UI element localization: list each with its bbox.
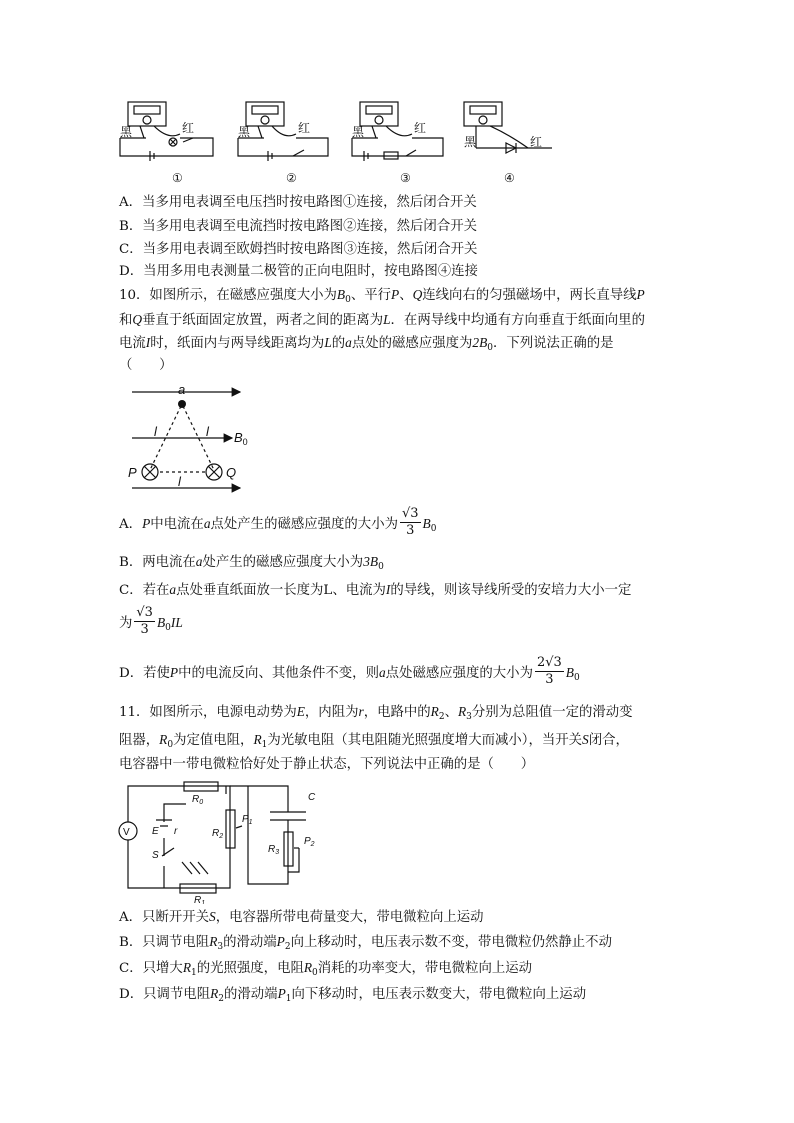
caption-2: ②	[286, 171, 297, 185]
q11-option-d: D．只调节电阻$R_2$的滑动端$P_1$向下移动时，电压表示数变大，带电微粒向上运动	[119, 986, 587, 1004]
q10-option-c-line1: C．若在a点处垂直纸面放一长度为L、电流为I的导线，则该导线所受的安培力大小一定	[119, 582, 632, 598]
q11-option-c: C．只增大$R_1$的光照强度，电阻$R_0$消耗的功率变大，带电微粒向上运动	[119, 960, 533, 978]
b0-label: $B_0$	[234, 430, 248, 447]
caption-3: ③	[400, 171, 411, 185]
internal-r-label: r	[174, 826, 178, 837]
red-label-3: 红	[414, 121, 427, 135]
r1-label: $R_1$	[194, 895, 206, 904]
caption-4: ④	[504, 171, 515, 185]
q9-option-a: A．当多用电表调至电压挡时按电路图①连接，然后闭合开关	[119, 195, 477, 210]
q10-option-a: A．P中电流在a点处产生的磁感应强度的大小为 $\frac{√3}{3}$ $B_0$	[119, 506, 437, 538]
q11-circuit-figure	[118, 780, 338, 904]
q10-magnetic-field-figure	[122, 382, 262, 500]
left-side-l-label: l	[154, 424, 157, 439]
black-label-1: 黑	[120, 125, 133, 139]
point-a-label: a	[178, 382, 186, 397]
circuit-1	[120, 102, 213, 161]
q9-option-b: B．当多用电表调至电流挡时按电路图②连接，然后闭合开关	[119, 219, 477, 234]
red-label-4: 红	[530, 135, 543, 149]
black-label-2: 黑	[238, 125, 251, 139]
r3-label: $R_3$	[268, 844, 280, 856]
q11-stem-line3: 电容器中一带电微粒恰好处于静止状态，下列说法中正确的是（ ）	[119, 757, 535, 772]
q10-stem-line2: 和Q垂直于纸面固定放置，两者之间的距离为L．在两导线中均通有方向垂直于纸面向里的	[119, 312, 645, 328]
caption-1: ①	[172, 171, 183, 185]
voltmeter-label: V	[123, 827, 130, 838]
q11-stem-line2: 阻器，$R_0$为定值电阻，$R_1$为光敏电阻（其电阻随光照强度增大而减小），当开关S闭合，	[119, 732, 629, 750]
bottom-l-label: l	[178, 474, 181, 489]
q10-option-c-line2: 为 $\frac{√3}{3}$ $B_0IL$	[119, 605, 183, 637]
p1-label: $P_1$	[242, 814, 253, 826]
r2-label: $R_2$	[212, 828, 224, 840]
r0-label: $R_0$	[192, 794, 204, 806]
q10-option-b: B．两电流在a处产生的磁感应强度大小为$3B_0$	[119, 554, 384, 572]
p2-label: $P_2$	[304, 836, 315, 848]
switch-label: S	[152, 850, 159, 861]
q10-option-d: D．若使P中的电流反向、其他条件不变，则a点处磁感应强度的大小为 $\frac{2√3}{3}$ $B_0$	[119, 655, 580, 687]
q10-answer-paren: （ ）	[119, 358, 173, 373]
black-label-4: 黑	[464, 135, 477, 149]
q10-stem-line1: 10．如图所示，在磁感应强度大小为$B_0$、平行P、Q连线向右的匀强磁场中，两长直导线P	[119, 287, 645, 305]
circuit-2	[238, 102, 328, 161]
right-side-l-label: l	[206, 424, 209, 439]
red-label-1: 红	[182, 121, 195, 135]
q11-option-a: A．只断开开关S，电容器所带电荷量变大，带电微粒向上运动	[119, 909, 484, 925]
red-label-2: 红	[298, 121, 311, 135]
emf-label: E	[152, 826, 159, 837]
q11-option-b: B．只调节电阻$R_3$的滑动端$P_2$向上移动时，电压表示数不变，带电微粒仍然静止不动	[119, 934, 612, 952]
q10-stem-line3: 电流I时，纸面内与两导线距离均为L的a点处的磁感应强度为$2B_0$．下列说法正确的是	[119, 335, 614, 353]
wire-p-label: P	[128, 465, 137, 480]
black-label-3: 黑	[352, 125, 365, 139]
q9-option-c: C．当多用电表调至欧姆挡时按电路图③连接，然后闭合开关	[119, 242, 478, 257]
q11-stem-line1: 11．如图所示，电源电动势为E，内阻为r，电路中的$R_2$、$R_3$分别为总阻值一定的滑动变	[119, 704, 633, 722]
multimeter-circuits-figure	[118, 98, 558, 190]
point-a	[178, 400, 186, 408]
circuit-3	[352, 102, 443, 161]
capacitor-label: C	[308, 792, 316, 803]
wire-q-label: Q	[226, 465, 237, 480]
q9-option-d: D．当用多用电表测量二极管的正向电阻时，按电路图④连接	[119, 264, 478, 279]
